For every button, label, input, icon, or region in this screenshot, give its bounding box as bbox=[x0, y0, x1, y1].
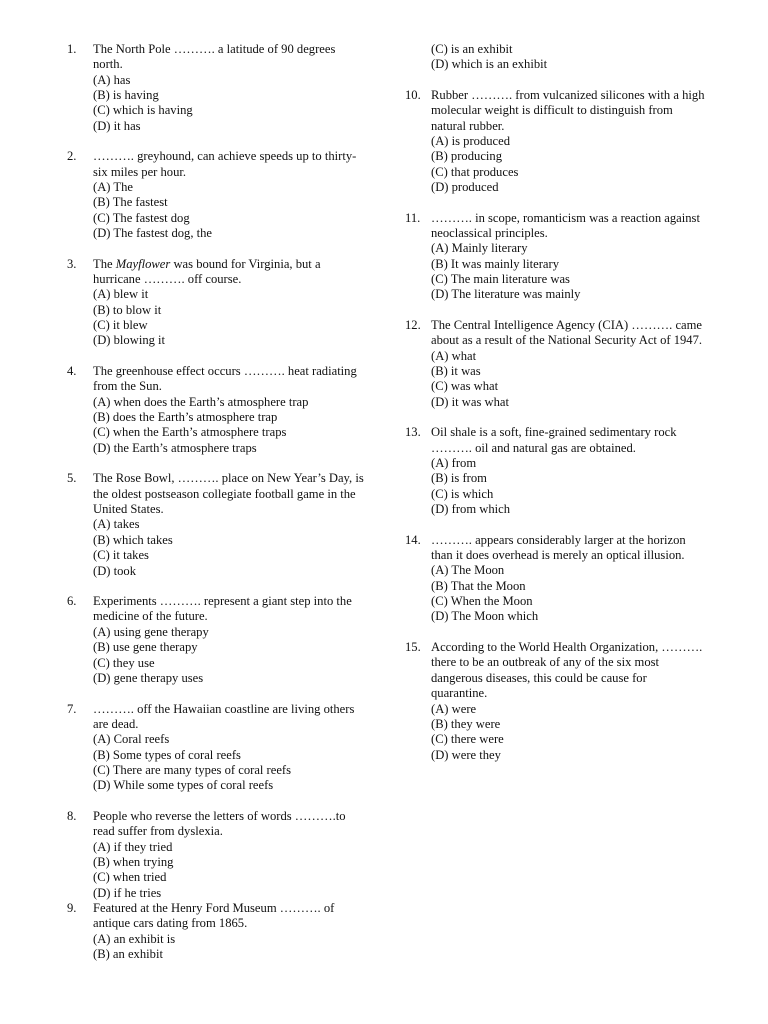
option-b: (B) which takes bbox=[93, 532, 173, 547]
question-stem: The Central Intelligence Agency (CIA) ………. came about as a result of the National Security Act of 1947. bbox=[431, 318, 703, 348]
option-a: (A) using gene therapy bbox=[93, 624, 209, 639]
question-number: 15. bbox=[405, 640, 421, 655]
question-stem: Rubber ………. from vulcanized silicones with a high molecular weight is difficult to distinguish from natural rubber. bbox=[431, 87, 705, 133]
question-number: 3. bbox=[67, 256, 77, 271]
option-b: (B) they were bbox=[431, 716, 501, 731]
option-d: (D) were they bbox=[431, 747, 501, 762]
option-d: (D) took bbox=[93, 563, 137, 578]
option-b: (B) Some types of coral reefs bbox=[93, 747, 241, 762]
question-stem: The North Pole ………. a latitude of 90 degrees north. bbox=[93, 42, 336, 72]
option-c: (C) which is having bbox=[93, 103, 193, 118]
option-a: (A) when does the Earth’s atmosphere trap bbox=[93, 394, 309, 409]
option-a: (A) an exhibit is bbox=[93, 931, 176, 946]
option-b: (B) That the Moon bbox=[431, 578, 526, 593]
option-d: (D) The fastest dog, the bbox=[93, 226, 213, 241]
stem-text: was bound for Virginia, but a hurricane ………. off course. bbox=[93, 256, 321, 287]
option-c: (C) There are many types of coral reefs bbox=[93, 762, 292, 777]
option-c: (C) when tried bbox=[93, 870, 167, 885]
question-stem: ………. greyhound, can achieve speeds up to thirty-six miles per hour. bbox=[93, 149, 357, 179]
question-15 bbox=[405, 640, 705, 763]
option-c: (C) there were bbox=[431, 732, 504, 747]
question-number: 12. bbox=[405, 318, 421, 333]
question-9 bbox=[67, 901, 367, 962]
question-stem: Featured at the Henry Ford Museum ………. of antique cars dating from 1865. bbox=[93, 900, 335, 931]
option-d: (D) the Earth’s atmosphere traps bbox=[93, 440, 257, 455]
option-c: (C) The fastest dog bbox=[93, 210, 190, 225]
question-number: 11. bbox=[405, 210, 421, 225]
option-b: (B) It was mainly literary bbox=[431, 256, 559, 271]
question-12 bbox=[405, 318, 705, 410]
question-stem: ………. off the Hawaiian coastline are living others are dead. bbox=[93, 701, 355, 731]
option-d: (D) gene therapy uses bbox=[93, 670, 204, 685]
option-a: (A) takes bbox=[93, 517, 140, 532]
question-stem: ………. in scope, romanticism was a reaction against neoclassical principles. bbox=[431, 210, 700, 241]
question-8 bbox=[67, 809, 367, 901]
option-b: (B) an exhibit bbox=[93, 946, 163, 961]
option-a: (A) blew it bbox=[93, 287, 149, 302]
question-1 bbox=[67, 42, 367, 134]
option-b: (B) to blow it bbox=[93, 302, 162, 317]
question-2 bbox=[67, 149, 367, 241]
option-c: (C) when the Earth’s atmosphere traps bbox=[93, 425, 287, 440]
question-11 bbox=[405, 211, 705, 303]
question-number: 1. bbox=[67, 42, 77, 56]
option-c: (C) that produces bbox=[431, 164, 519, 179]
option-d: (D) blowing it bbox=[93, 333, 166, 348]
option-a: (A) is produced bbox=[431, 134, 511, 149]
option-a: (A) were bbox=[431, 701, 477, 716]
option-d: (D) from which bbox=[431, 502, 511, 517]
question-stem bbox=[93, 257, 367, 288]
option-c: (C) was what bbox=[431, 379, 499, 394]
option-b: (B) is having bbox=[93, 88, 159, 103]
stem-text: The bbox=[93, 256, 116, 271]
question-number: 14. bbox=[405, 532, 421, 547]
option-d: (D) it has bbox=[93, 118, 141, 133]
question-6 bbox=[67, 594, 367, 686]
question-number: 4. bbox=[67, 364, 77, 379]
option-c: (C) is an exhibit bbox=[431, 42, 513, 56]
option-a: (A) The Moon bbox=[431, 563, 505, 578]
question-4 bbox=[67, 364, 367, 456]
question-number: 7. bbox=[67, 701, 77, 716]
question-9-continued bbox=[405, 42, 705, 73]
left-column bbox=[67, 42, 367, 978]
question-number: 9. bbox=[67, 900, 77, 915]
question-3 bbox=[67, 257, 367, 349]
option-a: (A) Mainly literary bbox=[431, 241, 528, 256]
option-c: (C) is which bbox=[431, 486, 494, 501]
option-b: (B) does the Earth’s atmosphere trap bbox=[93, 410, 278, 425]
question-stem: ………. appears considerably larger at the horizon than it does overhead is merely an optical illusion. bbox=[431, 532, 686, 563]
option-c: (C) The main literature was bbox=[431, 272, 570, 287]
question-5 bbox=[67, 471, 367, 578]
option-a: (A) The bbox=[93, 180, 133, 195]
option-c: (C) When the Moon bbox=[431, 594, 533, 609]
option-d: (D) produced bbox=[431, 180, 499, 195]
option-d: (D) if he tries bbox=[93, 885, 162, 900]
option-d: (D) While some types of coral reefs bbox=[93, 778, 274, 793]
question-stem: Oil shale is a soft, fine-grained sedimentary rock ………. oil and natural gas are obtained. bbox=[431, 425, 677, 455]
option-b: (B) The fastest bbox=[93, 195, 168, 210]
option-b: (B) producing bbox=[431, 149, 502, 164]
question-number: 8. bbox=[67, 808, 77, 823]
option-d: (D) which is an exhibit bbox=[431, 57, 548, 72]
option-c: (C) it blew bbox=[93, 318, 148, 333]
question-stem: The greenhouse effect occurs ………. heat radiating from the Sun. bbox=[93, 364, 357, 394]
question-stem: People who reverse the letters of words ……….to read suffer from dyslexia. bbox=[93, 808, 346, 839]
question-10 bbox=[405, 88, 705, 195]
option-a: (A) if they tried bbox=[93, 839, 173, 854]
option-b: (B) use gene therapy bbox=[93, 640, 198, 655]
question-7 bbox=[67, 702, 367, 794]
option-a: (A) what bbox=[431, 348, 477, 363]
question-13 bbox=[405, 425, 705, 517]
right-column bbox=[405, 42, 705, 778]
option-c: (C) they use bbox=[93, 655, 155, 670]
option-a: (A) Coral reefs bbox=[93, 732, 170, 747]
option-b: (B) is from bbox=[431, 471, 487, 486]
question-number: 5. bbox=[67, 471, 77, 486]
option-d: (D) it was what bbox=[431, 394, 509, 409]
question-stem: The Rose Bowl, ………. place on New Year’s Day, is the oldest postseason collegiate football game in the United States. bbox=[93, 471, 364, 517]
option-b: (B) it was bbox=[431, 364, 481, 379]
option-d: (D) The Moon which bbox=[431, 609, 539, 624]
question-number: 6. bbox=[67, 594, 77, 609]
question-number: 2. bbox=[67, 149, 77, 164]
option-c: (C) it takes bbox=[93, 548, 149, 563]
option-a: (A) has bbox=[93, 72, 131, 87]
question-number: 13. bbox=[405, 425, 421, 440]
option-d: (D) The literature was mainly bbox=[431, 287, 581, 302]
question-stem: Experiments ………. represent a giant step into the medicine of the future. bbox=[93, 594, 352, 624]
ship-name: Mayflower bbox=[115, 256, 171, 271]
question-number: 10. bbox=[405, 87, 421, 102]
option-b: (B) when trying bbox=[93, 854, 174, 869]
option-a: (A) from bbox=[431, 456, 477, 471]
question-14 bbox=[405, 533, 705, 625]
question-stem: According to the World Health Organization, ………. there to be an outbreak of any of the six most dangerous diseases, this could be cause for quarantine. bbox=[431, 640, 703, 701]
